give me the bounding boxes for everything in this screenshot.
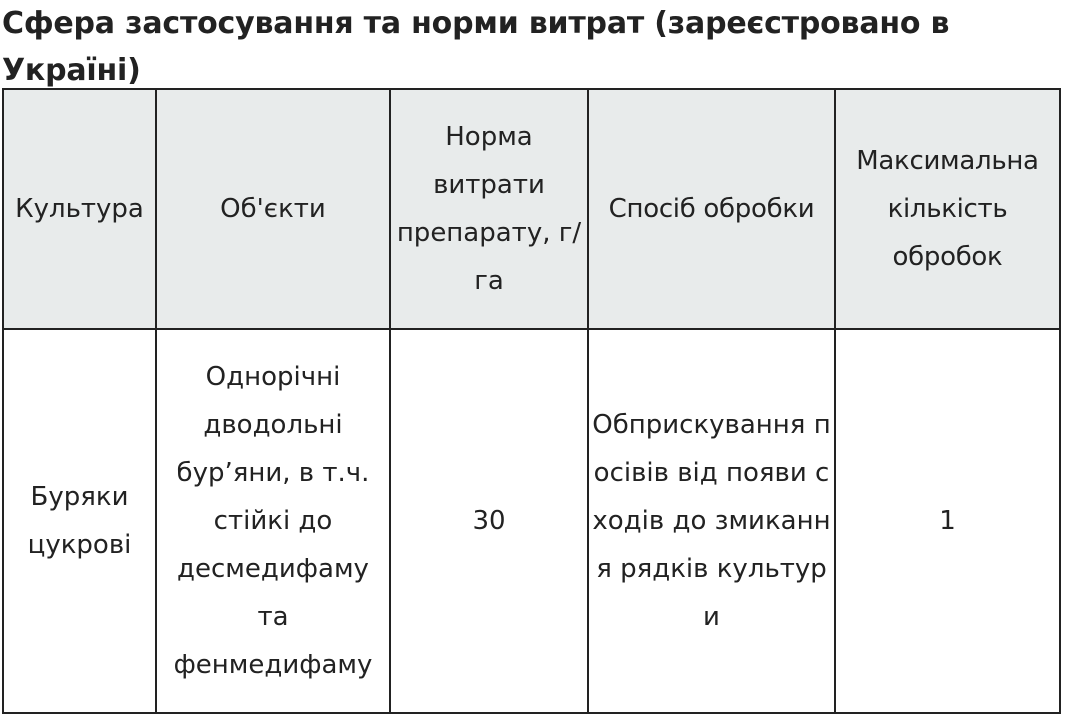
cell-culture: Буряки цукрові xyxy=(3,329,156,713)
cell-max-treatments: 1 xyxy=(835,329,1060,713)
header-culture: Культура xyxy=(3,89,156,329)
header-method: Спосіб обробки xyxy=(588,89,835,329)
table-row xyxy=(3,329,1060,713)
page-title: Сфера застосування та норми витрат (зареєстровано в Україні) xyxy=(2,6,950,88)
application-rates-table xyxy=(2,88,1061,714)
header-rate: Норма витрати препарату, г/га xyxy=(390,89,588,329)
header-objects: Об'єкти xyxy=(156,89,390,329)
cell-rate: 30 xyxy=(390,329,588,713)
header-max-treatments: Максимальна кількість обробок xyxy=(835,89,1060,329)
cell-method: Обприскування посівів від появи сходів до змикання рядків культури xyxy=(588,329,835,713)
cell-objects: Однорічні дводольні бур’яни, в т.ч. стійкі до десмедифаму та фенмедифаму xyxy=(156,329,390,713)
table-header-row xyxy=(3,89,1060,329)
